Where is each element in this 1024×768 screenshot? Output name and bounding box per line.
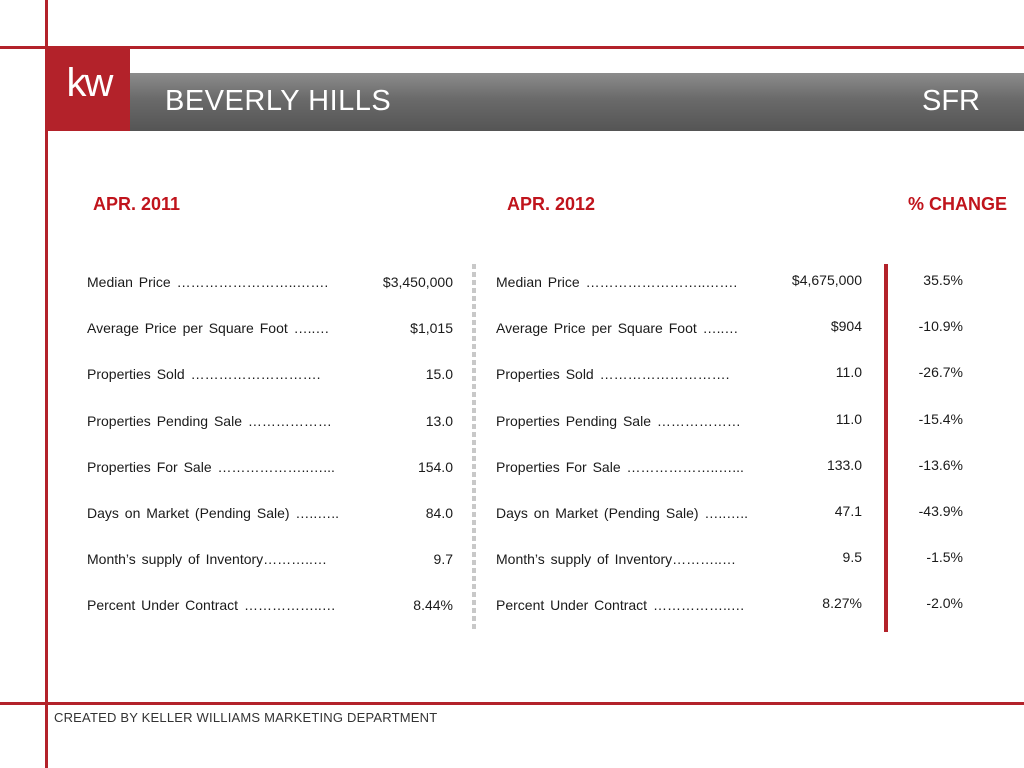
row-label-2012: Average Price per Square Foot …..… — [496, 320, 739, 336]
row-change: -10.9% — [918, 318, 963, 334]
row-value-2011: $3,450,000 — [382, 274, 453, 290]
row-change: -13.6% — [918, 457, 963, 473]
row-label-2012: Properties Pending Sale ……………… — [496, 413, 741, 429]
row-value-2012: 8.27% — [822, 595, 862, 611]
row-label-2011: Percent Under Contract ……………..… — [87, 597, 336, 613]
row-value-2012: $4,675,000 — [791, 272, 862, 288]
row-value-2011: 15.0 — [425, 366, 453, 382]
row-value-2012: 11.0 — [835, 411, 862, 427]
dashed-divider — [472, 264, 476, 632]
row-label-2012: Month’s supply of Inventory………..… — [496, 551, 736, 567]
row-label-2012: Properties Sold ………………………. — [496, 366, 730, 382]
row-change: -15.4% — [918, 411, 963, 427]
row-label-2011: Properties Pending Sale ……………… — [87, 413, 332, 429]
row-value-2012: 9.5 — [842, 549, 862, 565]
title-bar — [130, 73, 1024, 131]
row-value-2011: 84.0 — [425, 505, 453, 521]
row-change: -2.0% — [926, 595, 963, 611]
row-change: 35.5% — [923, 272, 963, 288]
footer-credit: CREATED BY KELLER WILLIAMS MARKETING DEPARTMENT — [54, 710, 438, 725]
kw-logo — [48, 49, 130, 131]
row-label-2011: Average Price per Square Foot …..… — [87, 320, 330, 336]
row-label-2012: Median Price ……………………..……. — [496, 274, 738, 290]
row-label-2011: Days on Market (Pending Sale) …..….. — [87, 505, 339, 521]
bottom-red-rule — [0, 702, 1024, 705]
row-value-2011: 154.0 — [417, 459, 453, 475]
city-title: BEVERLY HILLS — [165, 85, 392, 117]
row-value-2012: 47.1 — [834, 503, 862, 519]
row-label-2011: Median Price ……………………..……. — [87, 274, 329, 290]
row-label-2012: Days on Market (Pending Sale) …..….. — [496, 505, 748, 521]
row-label-2012: Percent Under Contract ……………..… — [496, 597, 745, 613]
row-value-2012: $904 — [830, 318, 862, 334]
period-heading-2012: APR. 2012 — [507, 194, 596, 214]
kw-logo-text: kw — [66, 60, 112, 105]
row-change: -1.5% — [926, 549, 963, 565]
row-value-2011: 13.0 — [425, 413, 453, 429]
row-value-2011: 8.44% — [413, 597, 453, 613]
top-red-rule — [0, 46, 1024, 49]
row-value-2012: 11.0 — [835, 364, 862, 380]
property-type-title: SFR — [922, 85, 980, 117]
row-change: -43.9% — [918, 503, 963, 519]
row-change: -26.7% — [918, 364, 963, 380]
row-label-2012: Properties For Sale ………………..…... — [496, 459, 744, 475]
change-heading: % CHANGE — [908, 194, 1008, 214]
row-value-2011: $1,015 — [410, 320, 453, 336]
row-value-2012: 133.0 — [826, 457, 862, 473]
change-divider — [884, 264, 888, 632]
period-heading-2011: APR. 2011 — [93, 194, 181, 214]
row-value-2011: 9.7 — [433, 551, 453, 567]
row-label-2011: Properties Sold ………………………. — [87, 366, 321, 382]
row-label-2011: Properties For Sale ………………..…... — [87, 459, 335, 475]
row-label-2011: Month’s supply of Inventory………..… — [87, 551, 327, 567]
